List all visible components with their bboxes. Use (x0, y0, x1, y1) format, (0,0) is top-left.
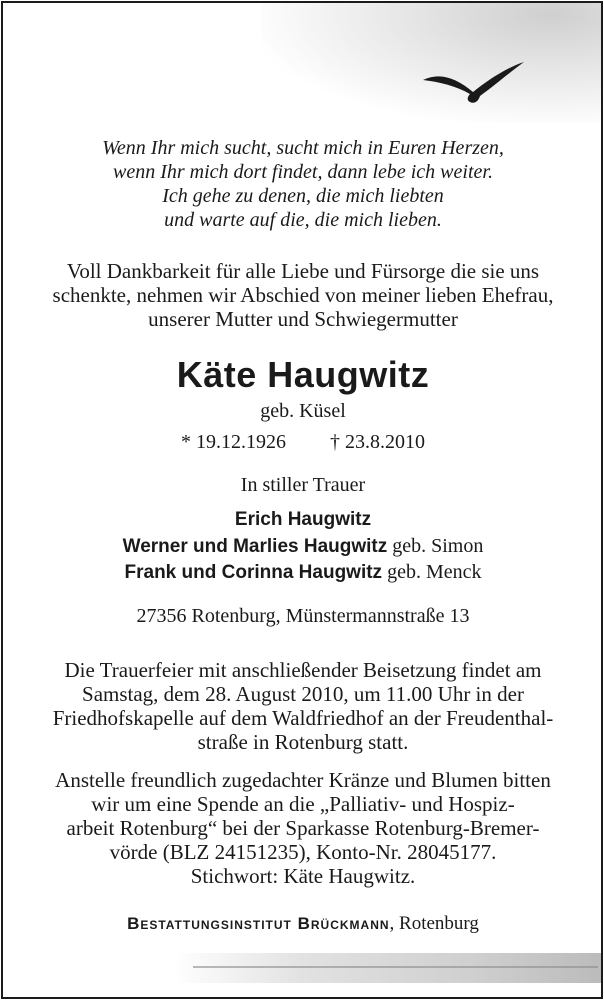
donation-line: arbeit Rotenburg“ bei der Sparkasse Rotenburg-Bremer- (66, 816, 540, 840)
deceased-name: Käte Haugwitz (176, 354, 430, 395)
donation-line: wir um eine Spende an die „Palliativ- und Hospiz- (91, 792, 515, 816)
donation-line: Anstelle freundlich zugedachter Kränze und Blumen bitten (55, 768, 551, 792)
mourners-heading: In stiller Trauer (240, 474, 366, 496)
funeral-line: Die Trauerfeier mit anschließender Beisetzung findet am (64, 658, 542, 682)
funeral-line: straße in Rotenburg statt. (197, 730, 409, 754)
donation-line: vörde (BLZ 24151235), Konto-Nr. 28045177. (109, 840, 497, 864)
mourner-entry (3, 533, 603, 560)
mourner-name: Erich Haugwitz (234, 509, 372, 530)
undertaker-footer (3, 913, 603, 935)
mourner-entry (3, 506, 603, 533)
mourner-note: geb. Menck (387, 561, 482, 583)
birth-name: geb. Küsel (260, 400, 346, 422)
mourner-note: geb. Simon (392, 535, 484, 557)
mourner-name: Frank und Corinna Haugwitz (124, 562, 383, 583)
funeral-line: Friedhofskapelle auf dem Waldfriedhof an der Freudenthal- (52, 706, 554, 730)
mourner-entry (3, 559, 603, 586)
intro-line: unserer Mutter und Schwiegermutter (148, 307, 458, 331)
life-dates (3, 431, 603, 454)
intro-line: schenkte, nehmen wir Abschied von meiner lieben Ehefrau, (52, 283, 554, 307)
funeral-line: Samstag, dem 28. August 2010, um 11.00 Uhr in der (82, 682, 524, 706)
intro-line: Voll Dankbarkeit für alle Liebe und Fürsorge die sie uns (66, 259, 540, 283)
poem-line: Ich gehe zu denen, die mich liebten (162, 185, 444, 207)
undertaker-town: , Rotenburg (389, 913, 479, 934)
bird-illustration (418, 58, 528, 113)
poem-line: wenn Ihr mich dort findet, dann lebe ich weiter. (113, 161, 493, 183)
horizon-line (193, 966, 598, 968)
landscape-strip (173, 953, 603, 983)
birth-date: * 19.12.1926 (181, 431, 286, 453)
obituary-notice (1, 1, 603, 999)
family-address: 27356 Rotenburg, Münstermannstraße 13 (136, 605, 470, 627)
mourner-name: Werner und Marlies Haugwitz (122, 536, 388, 557)
donation-line: Stichwort: Käte Haugwitz. (190, 864, 416, 888)
death-date: † 23.8.2010 (330, 431, 425, 453)
poem-line: und warte auf die, die mich lieben. (164, 209, 442, 231)
poem-line: Wenn Ihr mich sucht, sucht mich in Euren Herzen, (102, 137, 504, 159)
undertaker-name: Bestattungsinstitut Brückmann (127, 914, 390, 933)
